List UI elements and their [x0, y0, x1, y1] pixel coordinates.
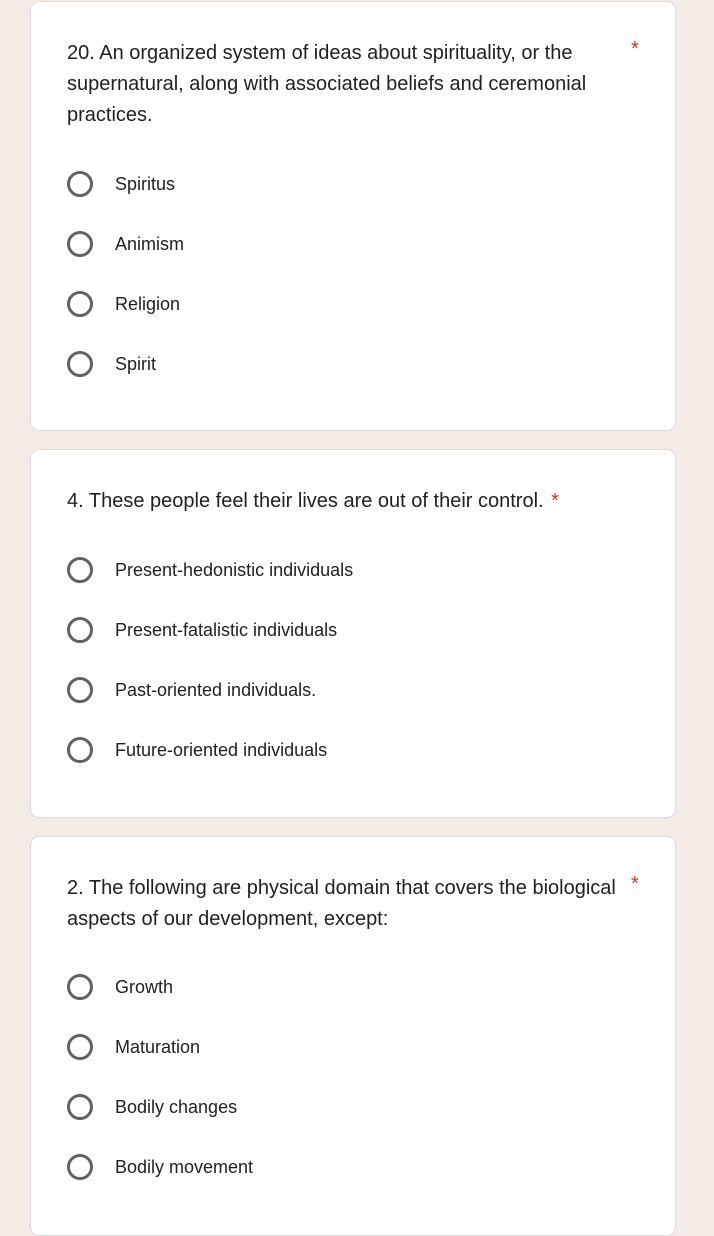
- radio-group: [67, 957, 627, 1197]
- required-asterisk: *: [631, 38, 639, 60]
- radio-option[interactable]: [67, 600, 627, 660]
- radio-button[interactable]: [67, 291, 93, 317]
- question-text: 4. These people feel their lives are out of their control.: [67, 490, 544, 512]
- question-title: [67, 486, 627, 517]
- radio-button[interactable]: [67, 737, 93, 763]
- radio-option-label: Growth: [115, 976, 174, 997]
- radio-group: [67, 540, 627, 780]
- radio-option-label: Animism: [115, 233, 185, 254]
- radio-button[interactable]: [67, 617, 93, 643]
- radio-option-label: Present-fatalistic individuals: [115, 619, 338, 640]
- radio-option[interactable]: [67, 540, 627, 600]
- question-text: 20. An organized system of ideas about spirituality, or the supernatural, along with associated beliefs and ceremonial practices.: [67, 42, 587, 126]
- radio-button[interactable]: [67, 231, 93, 257]
- radio-option[interactable]: [67, 1017, 627, 1077]
- required-asterisk: *: [631, 873, 639, 895]
- radio-option[interactable]: [67, 720, 627, 780]
- radio-button[interactable]: [67, 1034, 93, 1060]
- radio-group: [67, 154, 627, 394]
- question-card: [30, 449, 676, 818]
- radio-option[interactable]: [67, 334, 627, 394]
- radio-option-label: Future-oriented individuals: [115, 739, 328, 760]
- radio-option[interactable]: [67, 1077, 627, 1137]
- radio-button[interactable]: [67, 557, 93, 583]
- radio-option[interactable]: [67, 214, 627, 274]
- question-text: 2. The following are physical domain that covers the biological aspects of our development, except:: [67, 877, 616, 930]
- radio-button[interactable]: [67, 351, 93, 377]
- radio-option-label: Spiritus: [115, 173, 176, 194]
- question-card: [30, 1, 676, 431]
- radio-option-label: Bodily changes: [115, 1096, 238, 1117]
- radio-option[interactable]: [67, 1137, 627, 1197]
- radio-button[interactable]: [67, 1154, 93, 1180]
- radio-option[interactable]: [67, 154, 627, 214]
- radio-button[interactable]: [67, 171, 93, 197]
- required-asterisk: *: [551, 490, 559, 512]
- radio-button[interactable]: [67, 677, 93, 703]
- question-card: [30, 836, 676, 1236]
- radio-option-label: Bodily movement: [115, 1156, 254, 1177]
- radio-option-label: Spirit: [115, 353, 157, 374]
- radio-option-label: Past-oriented individuals.: [115, 679, 317, 700]
- radio-option[interactable]: [67, 274, 627, 334]
- radio-option-label: Maturation: [115, 1036, 201, 1057]
- radio-option-label: Religion: [115, 293, 181, 314]
- radio-option[interactable]: [67, 957, 627, 1017]
- radio-option[interactable]: [67, 660, 627, 720]
- radio-button[interactable]: [67, 974, 93, 1000]
- radio-option-label: Present-hedonistic individuals: [115, 559, 354, 580]
- radio-button[interactable]: [67, 1094, 93, 1120]
